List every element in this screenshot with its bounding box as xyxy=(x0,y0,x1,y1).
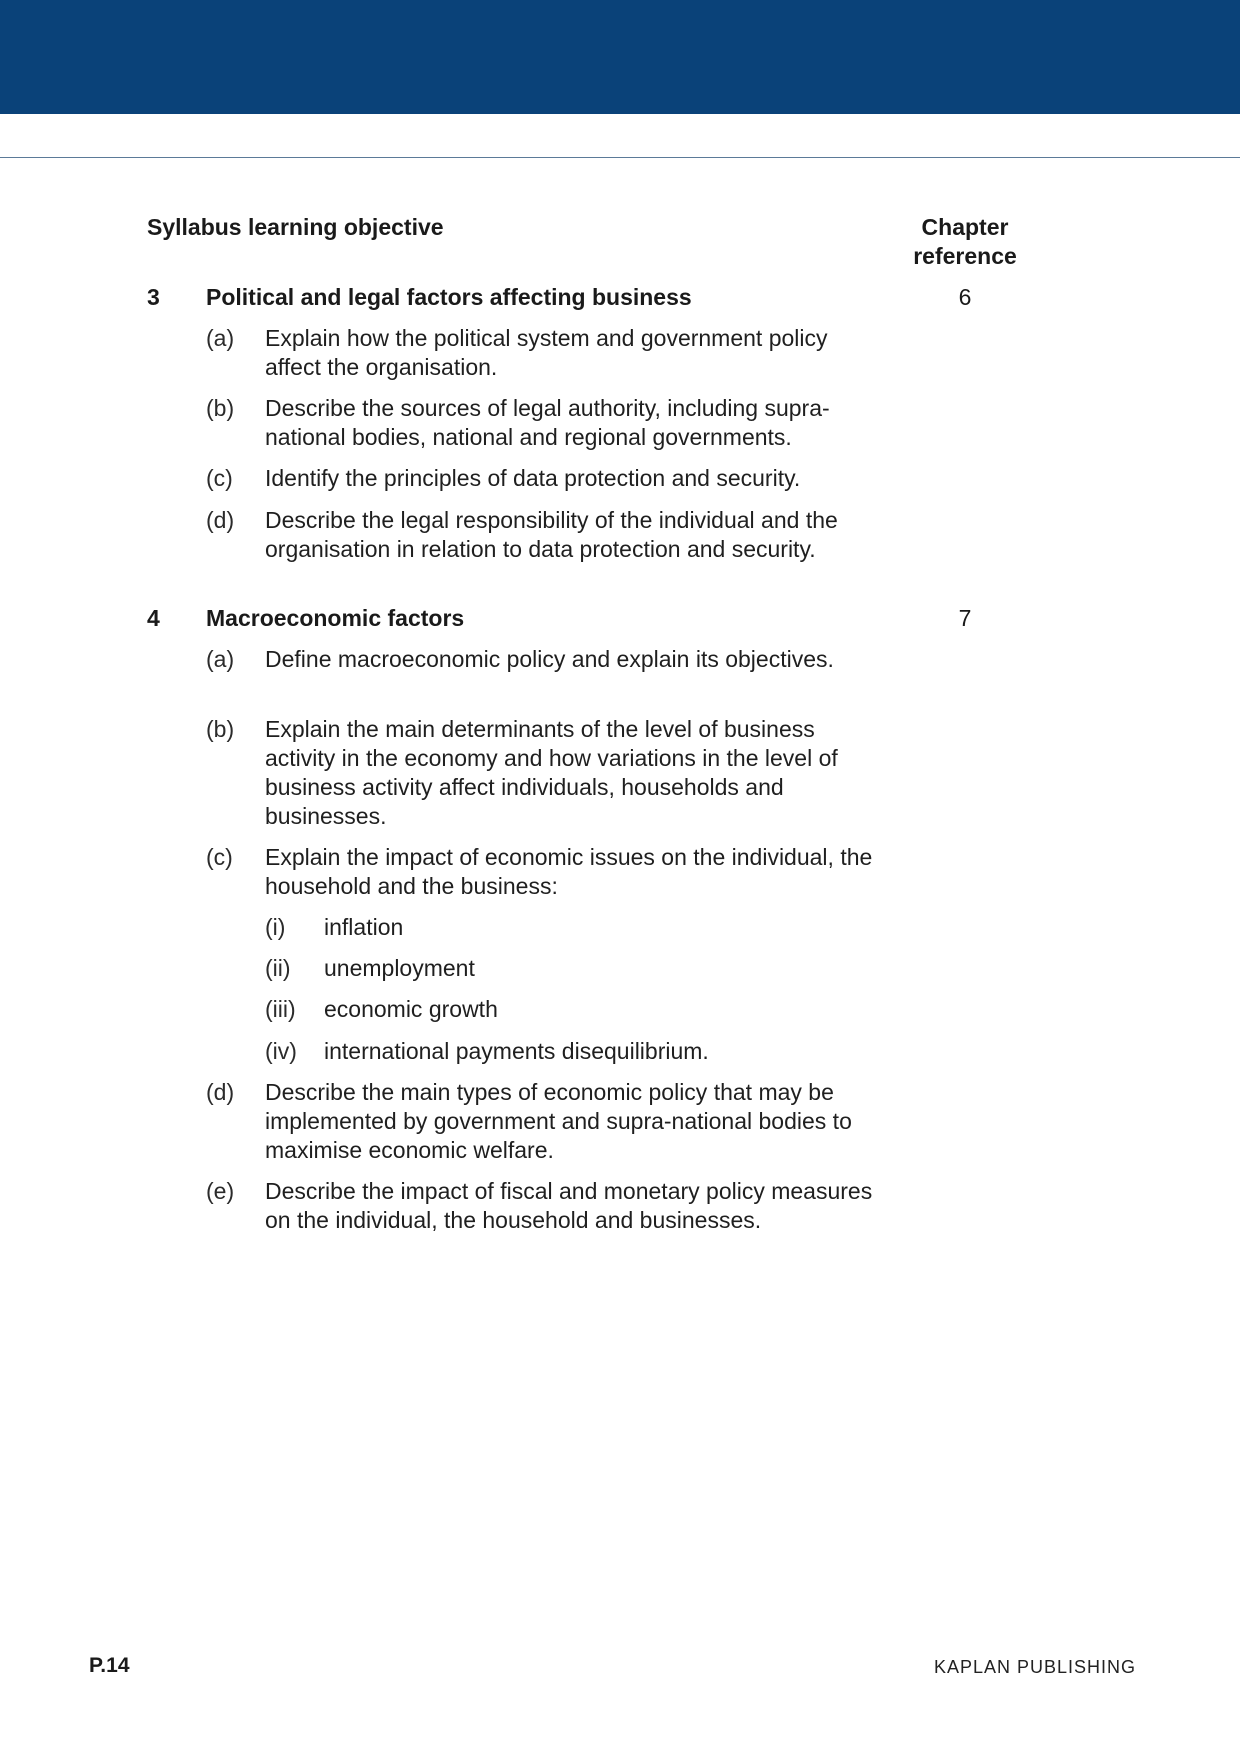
item-text: Explain the main determinants of the level of business activity in the economy and how variations in the level of business activity affect individuals, households and businesses. xyxy=(265,716,838,829)
item-label: (a) xyxy=(206,646,235,672)
subitem-text: economic growth xyxy=(324,996,498,1022)
header-banner xyxy=(0,0,1240,114)
item-label: (e) xyxy=(206,1178,235,1204)
item-label: (a) xyxy=(206,325,235,351)
subitem-text: international payments disequilibrium. xyxy=(324,1038,709,1064)
page-number: P.14 xyxy=(89,1654,130,1677)
item-text: Describe the impact of fiscal and monetary policy measures on the individual, the household and businesses. xyxy=(265,1178,873,1233)
item-label: (d) xyxy=(206,507,235,533)
section-number: 4 xyxy=(147,605,160,631)
subitem-label: (iv) xyxy=(265,1038,297,1064)
item-text: Identify the principles of data protection and security. xyxy=(265,465,801,491)
item-label: (b) xyxy=(206,395,235,421)
subitem-label: (iii) xyxy=(265,996,296,1022)
item-text: Describe the main types of economic policy that may be implemented by government and supra-national bodies to maximise economic welfare. xyxy=(265,1079,852,1163)
chapter-header-line2: reference xyxy=(913,243,1017,269)
publisher-name: KAPLAN PUBLISHING xyxy=(933,1657,1136,1677)
item-text: Define macroeconomic policy and explain its objectives. xyxy=(265,646,834,672)
chapter-header-line1: Chapter xyxy=(921,214,1009,240)
item-text: Describe the sources of legal authority, including supra-national bodies, national and regional governments. xyxy=(265,395,830,450)
chapter-column-header xyxy=(880,213,1050,271)
section-number: 3 xyxy=(147,284,160,310)
item-label: (d) xyxy=(206,1079,235,1105)
subitem-text: unemployment xyxy=(324,955,475,981)
section-title: Political and legal factors affecting business xyxy=(206,284,692,310)
item-label: (b) xyxy=(206,716,235,742)
section-title: Macroeconomic factors xyxy=(206,605,465,631)
section-chapter-ref: 6 xyxy=(958,284,972,310)
section-chapter-ref: 7 xyxy=(958,605,972,631)
objective-column-header: Syllabus learning objective xyxy=(147,214,444,240)
item-text: Explain the impact of economic issues on the individual, the household and the business: xyxy=(265,844,873,899)
item-label: (c) xyxy=(206,844,233,870)
header-divider xyxy=(0,157,1240,158)
subitem-label: (i) xyxy=(265,914,286,940)
subitem-text: inflation xyxy=(324,914,404,940)
item-label: (c) xyxy=(206,465,233,491)
subitem-label: (ii) xyxy=(265,955,291,981)
item-text: Describe the legal responsibility of the individual and the organisation in relation to data protection and security. xyxy=(265,507,838,562)
item-text: Explain how the political system and government policy affect the organisation. xyxy=(265,325,828,380)
